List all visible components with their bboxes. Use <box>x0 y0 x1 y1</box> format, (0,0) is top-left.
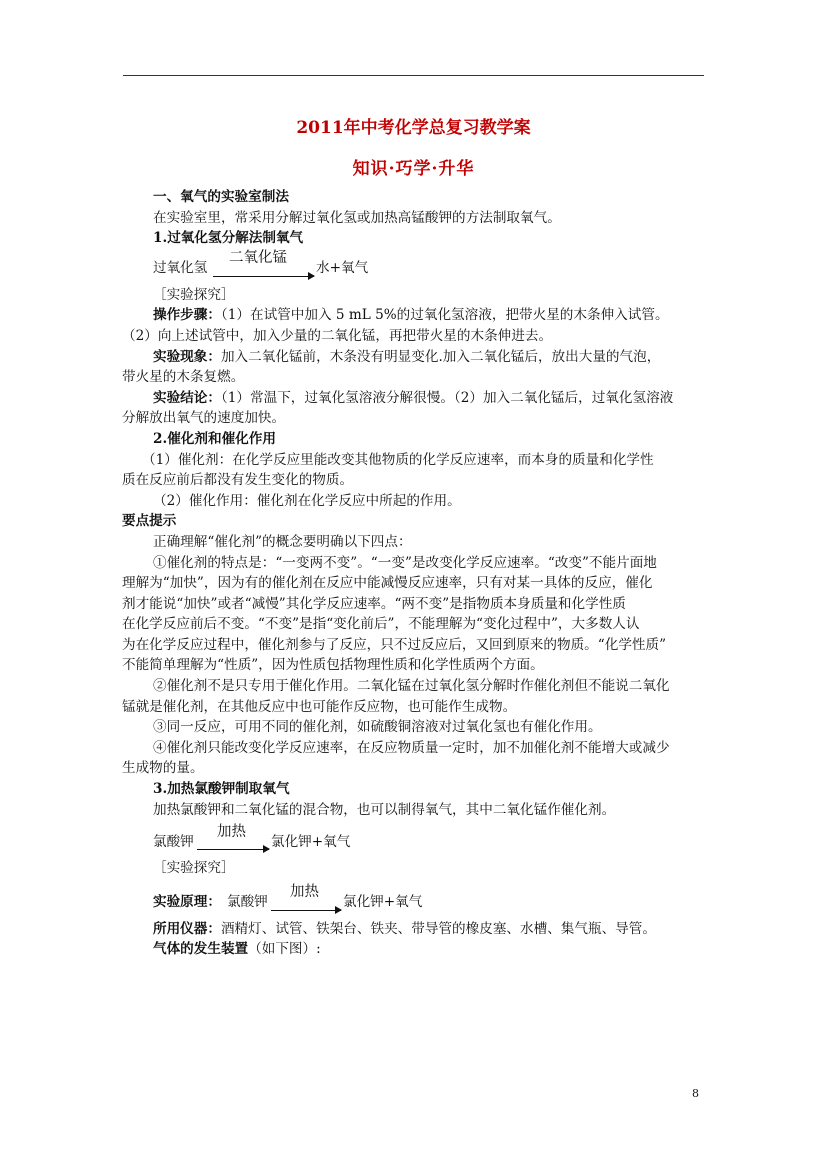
steps-text-cont: （2）向上述试管中，加入少量的二氧化锰，再把带火星的木条伸进去。 <box>122 327 553 344</box>
kclo3-intro: 加热氯酸钾和二氧化锰的混合物，也可以制得氧气，其中二氧化锰作催化剂。 <box>153 801 616 818</box>
steps-text: （1）在试管中加入 5 mL 5%的过氧化氢溶液，把带火星的木条伸入试管。 <box>220 307 669 324</box>
reaction-arrow-icon <box>271 910 341 911</box>
key-point-1-cont: 理解为“加快”，因为有的催化剂在反应中能减慢反应速率，只有对某一具体的反应，催化 <box>122 575 653 592</box>
reaction-condition: 加热 <box>217 823 246 840</box>
principle-label: 实验原理： <box>153 894 221 911</box>
reaction-equation-kclo3 <box>153 820 705 858</box>
reaction-product: 氯化钾+氧气 <box>271 833 351 850</box>
apparatus-label: 气体的发生装置 <box>153 941 249 958</box>
reaction-arrow-icon <box>197 849 269 850</box>
subsection-heading-h2o2: 1.过氧化氢分解法制氧气 <box>153 230 304 247</box>
instruments-label: 所用仪器： <box>153 920 221 937</box>
document-body <box>122 187 705 960</box>
key-point-4: ④催化剂只能改变化学反应速率，在反应物质量一定时，加不加催化剂不能增大或减少 <box>153 739 670 756</box>
reaction-product: 水+氧气 <box>316 260 369 277</box>
conclusion-text: （1）常温下，过氧化氢溶液分解很慢。（2）加入二氧化锰后，过氧化氢溶液 <box>220 389 674 406</box>
key-point-1-cont: 剂才能说“加快”或者“减慢”其化学反应速率。“两不变”是指物质本身质量和化学性质 <box>122 595 626 612</box>
section-heading-oxygen-lab: 一、氧气的实验室制法 <box>153 189 289 205</box>
reaction-reactant: 氯酸钾 <box>153 833 194 850</box>
reaction-arrow-icon <box>213 276 314 277</box>
key-points-heading: 要点提示 <box>122 513 177 530</box>
reaction-equation-h2o2 <box>153 249 705 285</box>
key-point-1-cont: 为在化学反应过程中，催化剂参与了反应，只不过反应后，又回到原来的物质。“化学性质” <box>122 636 667 653</box>
catalyst-definition: （1）催化剂：在化学反应里能改变其他物质的化学反应速率，而本身的质量和化学性 <box>142 451 654 468</box>
catalysis-definition: （2）催化作用：催化剂在化学反应中所起的作用。 <box>153 492 461 509</box>
phenomenon-text: 加入二氧化锰前，木条没有明显变化.加入二氧化锰后，放出大量的气泡， <box>220 348 661 365</box>
reaction-product: 氯化钾+氧气 <box>343 894 423 911</box>
experiment-principle <box>153 879 705 919</box>
key-point-1: ①催化剂的特点是：“一变两不变”。“一变”是改变化学反应速率。“改变”不能片面地 <box>153 554 657 571</box>
key-point-2-cont: 锰就是催化剂，在其他反应中也可能作反应物，也可能作生成物。 <box>122 698 517 715</box>
steps-label: 操作步骤： <box>153 307 221 324</box>
experiment-explore-label: ［实验探究］ <box>153 860 235 877</box>
reaction-reactant: 过氧化氢 <box>153 260 208 277</box>
key-point-3: ③同一反应，可用不同的催化剂，如硫酸铜溶液对过氧化氢也有催化作用。 <box>153 719 602 736</box>
apparatus-text: （如下图）: <box>248 941 321 958</box>
reaction-condition: 加热 <box>290 884 319 901</box>
instruments-text: 酒精灯、试管、铁架台、铁夹、带导管的橡皮塞、水槽、集气瓶、导管。 <box>220 920 656 937</box>
page-title: 2011年中考化学总复习教学案 <box>296 118 531 138</box>
page-subtitle: 知识·巧学·升华 <box>352 159 475 179</box>
phenomenon-text-cont: 带火星的木条复燃。 <box>122 369 245 386</box>
key-point-2: ②催化剂不是只专用于催化作用。二氧化锰在过氧化氢分解时作催化剂但不能说二氧化 <box>153 678 670 695</box>
subsection-heading-catalyst: 2.催化剂和催化作用 <box>153 430 276 447</box>
page-number: 8 <box>692 1087 699 1100</box>
conclusion-text-cont: 分解放出氧气的速度加快。 <box>122 410 286 427</box>
conclusion-label: 实验结论： <box>153 389 221 406</box>
header-rule <box>123 75 704 76</box>
section-intro: 在实验室里，常采用分解过氧化氢或加热高锰酸钾的方法制取氧气。 <box>153 209 561 226</box>
key-points-intro: 正确理解“催化剂”的概念要明确以下四点： <box>153 533 412 550</box>
key-point-1-cont: 不能简单理解为“性质”，因为性质包括物理性质和化学性质两个方面。 <box>122 657 544 674</box>
key-point-4-cont: 生成物的量。 <box>122 760 204 777</box>
key-point-1-cont: 在化学反应前后不变。“不变”是指“变化前后”，不能理解为“变化过程中”，大多数人认 <box>122 616 640 633</box>
reaction-condition: 二氧化锰 <box>229 250 287 267</box>
reaction-reactant: 氯酸钾 <box>227 894 268 911</box>
catalyst-definition-cont: 质在反应前后都没有发生变化的物质。 <box>122 472 354 489</box>
phenomenon-label: 实验现象： <box>153 348 221 365</box>
experiment-explore-label: ［实验探究］ <box>153 286 235 303</box>
subsection-heading-kclo3: 3.加热氯酸钾制取氧气 <box>153 781 290 798</box>
